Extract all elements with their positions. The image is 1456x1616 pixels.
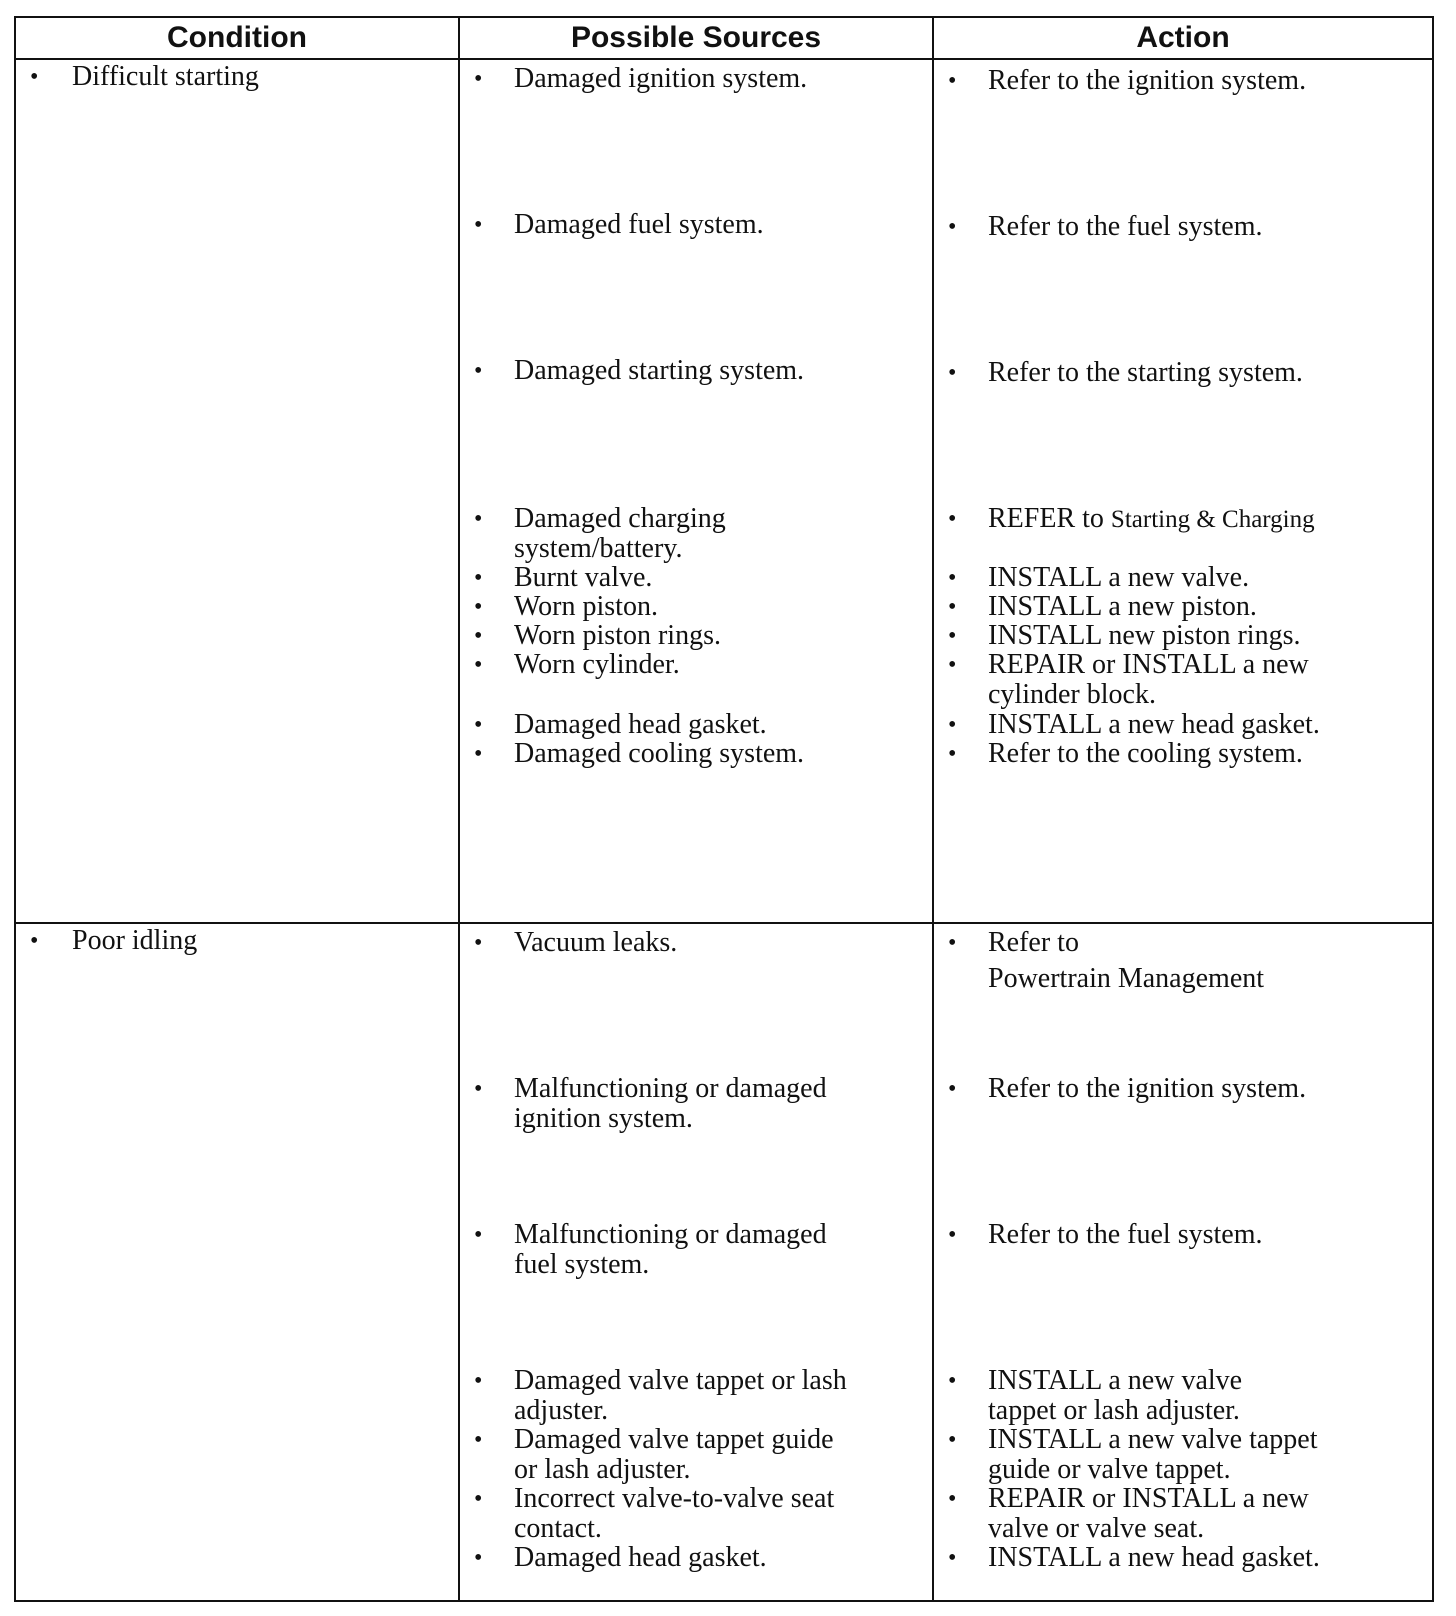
sources-cell [459, 923, 933, 1601]
source-text: Damaged charging system/battery. [514, 503, 726, 564]
section-reference: Powertrain Management [988, 963, 1265, 994]
list-item [474, 710, 924, 740]
actions-cell [933, 923, 1433, 1601]
bullet-icon: • [474, 1427, 483, 1453]
condition-cell [15, 59, 459, 923]
condition-cell [15, 923, 459, 1601]
list-item [474, 356, 924, 386]
action-text: Refer to the ignition system. [988, 1073, 1307, 1104]
source-text: Malfunctioning or damaged fuel system. [514, 1219, 827, 1280]
bullet-icon: • [474, 1076, 483, 1102]
action-text: INSTALL new piston rings. [988, 620, 1301, 651]
list-item [948, 1366, 1312, 1426]
list-item [474, 1425, 862, 1485]
list-item [474, 563, 924, 593]
header-row [15, 17, 1433, 59]
source-text: Worn cylinder. [514, 649, 680, 680]
list-item [948, 739, 1424, 769]
bullet-icon: • [948, 506, 957, 532]
bullet-icon: • [474, 1368, 483, 1394]
action-text: INSTALL a new head gasket. [988, 709, 1320, 740]
symptom-chart-table [14, 16, 1434, 1602]
bullet-icon: • [948, 360, 957, 386]
bullet-icon: • [948, 565, 957, 591]
bullet-icon: • [948, 214, 957, 240]
action-text: Refer to the fuel system. [988, 1219, 1263, 1250]
actions-cell [933, 59, 1433, 923]
list-item [474, 621, 924, 651]
bullet-icon: • [474, 712, 483, 738]
bullet-icon: • [474, 212, 483, 238]
header-condition: Condition [15, 17, 459, 59]
source-text: Damaged fuel system. [514, 209, 764, 240]
action-text: Refer to the ignition system. [988, 65, 1307, 96]
list-item [948, 928, 1424, 994]
sources-cell [459, 59, 933, 923]
list-item [474, 928, 924, 958]
bullet-icon: • [474, 506, 483, 532]
section-reference: Starting & Charging [1110, 506, 1315, 533]
source-text: Damaged valve tappet guide or lash adjuster. [514, 1424, 834, 1485]
list-item [948, 650, 1322, 710]
bullet-icon: • [474, 66, 483, 92]
bullet-icon: • [948, 712, 957, 738]
source-text: Worn piston rings. [514, 620, 721, 651]
bullet-icon: • [948, 652, 957, 678]
bullet-icon: • [474, 1545, 483, 1571]
source-text: Damaged valve tappet or lash adjuster. [514, 1365, 847, 1426]
bullet-icon: • [948, 1222, 957, 1248]
action-text: REPAIR or INSTALL a new cylinder block. [988, 649, 1309, 710]
diagnosis-page [14, 16, 1432, 1602]
source-text: Incorrect valve-to-valve seat contact. [514, 1483, 835, 1544]
bullet-icon: • [474, 652, 483, 678]
condition-text: Difficult starting [72, 61, 259, 92]
action-text: Refer to [988, 927, 1079, 958]
bullet-icon: • [474, 623, 483, 649]
source-text: Damaged ignition system. [514, 63, 808, 94]
condition-item [30, 62, 450, 92]
list-item [948, 1220, 1424, 1250]
list-item [948, 1484, 1322, 1544]
source-text: Damaged starting system. [514, 355, 805, 386]
bullet-icon: • [948, 930, 957, 956]
list-item [474, 1484, 862, 1544]
bullet-icon: • [30, 928, 39, 954]
action-text: INSTALL a new valve tappet or lash adjuster. [988, 1365, 1243, 1426]
action-text: Refer to the cooling system. [988, 738, 1303, 769]
bullet-icon: • [474, 741, 483, 767]
bullet-icon: • [948, 594, 957, 620]
source-text: Malfunctioning or damaged ignition system. [514, 1073, 827, 1134]
action-text: INSTALL a new head gasket. [988, 1542, 1320, 1573]
list-item [474, 64, 924, 94]
action-text: INSTALL a new piston. [988, 591, 1257, 622]
bullet-icon: • [948, 1427, 957, 1453]
list-item [474, 650, 924, 680]
bullet-icon: • [948, 741, 957, 767]
list-item [948, 710, 1424, 740]
action-text: REPAIR or INSTALL a new valve or valve seat. [988, 1483, 1309, 1544]
source-text: Vacuum leaks. [514, 927, 678, 958]
list-item [948, 1074, 1424, 1104]
bullet-icon: • [948, 623, 957, 649]
list-item [948, 212, 1424, 242]
list-item [474, 1543, 924, 1573]
list-item [948, 592, 1424, 622]
action-text: INSTALL a new valve. [988, 562, 1250, 593]
bullet-icon: • [948, 1076, 957, 1102]
condition-item [30, 926, 450, 956]
source-text: Damaged head gasket. [514, 1542, 767, 1573]
bullet-icon: • [474, 1222, 483, 1248]
bullet-icon: • [474, 594, 483, 620]
action-text: INSTALL a new valve tappet guide or valve tappet. [988, 1424, 1318, 1485]
source-text: Worn piston. [514, 591, 658, 622]
bullet-icon: • [948, 1368, 957, 1394]
bullet-icon: • [30, 64, 39, 90]
bullet-icon: • [948, 68, 957, 94]
action-text: REFER to [988, 503, 1104, 534]
bullet-icon: • [474, 930, 483, 956]
list-item [948, 66, 1424, 96]
list-item [474, 592, 924, 622]
list-item [948, 1425, 1322, 1485]
source-text: Burnt valve. [514, 562, 653, 593]
table-row [15, 59, 1433, 923]
list-item [474, 1074, 842, 1134]
action-text: Refer to the starting system. [988, 357, 1303, 388]
header-possible-sources: Possible Sources [459, 17, 933, 59]
list-item [474, 504, 792, 564]
list-item [948, 504, 1424, 535]
list-item [948, 621, 1424, 651]
bullet-icon: • [474, 358, 483, 384]
table-row [15, 923, 1433, 1601]
condition-text: Poor idling [72, 925, 198, 956]
action-text: Refer to the fuel system. [988, 211, 1263, 242]
header-action: Action [933, 17, 1433, 59]
bullet-icon: • [474, 565, 483, 591]
list-item [474, 1220, 842, 1280]
bullet-icon: • [948, 1486, 957, 1512]
bullet-icon: • [474, 1486, 483, 1512]
list-item [474, 210, 924, 240]
source-text: Damaged head gasket. [514, 709, 767, 740]
bullet-icon: • [948, 1545, 957, 1571]
source-text: Damaged cooling system. [514, 738, 805, 769]
list-item [948, 1543, 1424, 1573]
list-item [948, 563, 1424, 593]
list-item [948, 358, 1424, 388]
list-item [474, 1366, 862, 1426]
list-item [474, 739, 924, 769]
